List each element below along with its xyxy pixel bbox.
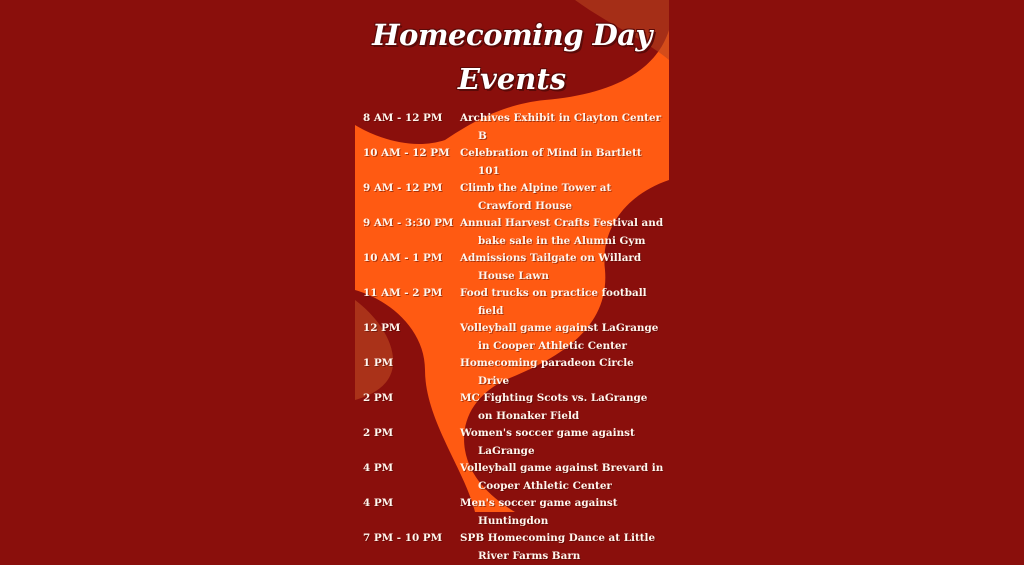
event-time: 11 AM - 2 PM bbox=[363, 287, 443, 299]
event-item bbox=[363, 460, 665, 495]
event-time: 7 PM - 10 PM bbox=[363, 532, 443, 544]
event-description: MC Fighting Scots vs. LaGrange on Honaker Field bbox=[460, 392, 648, 422]
event-item bbox=[363, 495, 665, 530]
event-time: 12 PM bbox=[363, 322, 401, 334]
poster bbox=[355, 0, 669, 562]
event-description: Men's soccer game against Huntingdon bbox=[460, 497, 618, 527]
event-item bbox=[363, 425, 665, 460]
event-description: Archives Exhibit in Clayton Center B bbox=[460, 112, 662, 142]
event-description: Homecoming paradeon Circle Drive bbox=[460, 357, 634, 387]
event-list bbox=[363, 110, 665, 565]
event-item bbox=[363, 285, 665, 320]
event-time: 9 AM - 3:30 PM bbox=[363, 217, 454, 229]
event-time: 4 PM bbox=[363, 462, 394, 474]
event-time: 8 AM - 12 PM bbox=[363, 112, 443, 124]
event-item bbox=[363, 110, 665, 145]
event-description: Women's soccer game against LaGrange bbox=[460, 427, 635, 457]
title-line-2: Events bbox=[457, 62, 567, 96]
event-description: Celebration of Mind in Bartlett 101 bbox=[460, 147, 642, 177]
event-description: Climb the Alpine Tower at Crawford House bbox=[460, 182, 612, 212]
event-item bbox=[363, 390, 665, 425]
event-time: 10 AM - 12 PM bbox=[363, 147, 450, 159]
event-item bbox=[363, 320, 665, 355]
event-time: 10 AM - 1 PM bbox=[363, 252, 443, 264]
event-time: 1 PM bbox=[363, 357, 394, 369]
event-description: Annual Harvest Crafts Festival and bake sale in the Alumni Gym bbox=[460, 217, 664, 247]
event-time: 2 PM bbox=[363, 427, 394, 439]
event-time: 9 AM - 12 PM bbox=[363, 182, 443, 194]
event-description: Food trucks on practice football field bbox=[460, 287, 647, 317]
event-item bbox=[363, 250, 665, 285]
event-time: 2 PM bbox=[363, 392, 394, 404]
event-description: Admissions Tailgate on Willard House Lawn bbox=[460, 252, 642, 282]
event-description: Volleyball game against LaGrange in Cooper Athletic Center bbox=[460, 322, 659, 352]
event-item bbox=[363, 180, 665, 215]
event-description: SPB Homecoming Dance at Little River Farms Barn bbox=[460, 532, 656, 562]
event-time: 4 PM bbox=[363, 497, 394, 509]
title-line-1: Homecoming Day bbox=[372, 18, 652, 52]
event-item bbox=[363, 530, 665, 565]
event-description: Volleyball game against Brevard in Cooper Athletic Center bbox=[460, 462, 664, 492]
event-item bbox=[363, 145, 665, 180]
event-item bbox=[363, 215, 665, 250]
event-item bbox=[363, 355, 665, 390]
